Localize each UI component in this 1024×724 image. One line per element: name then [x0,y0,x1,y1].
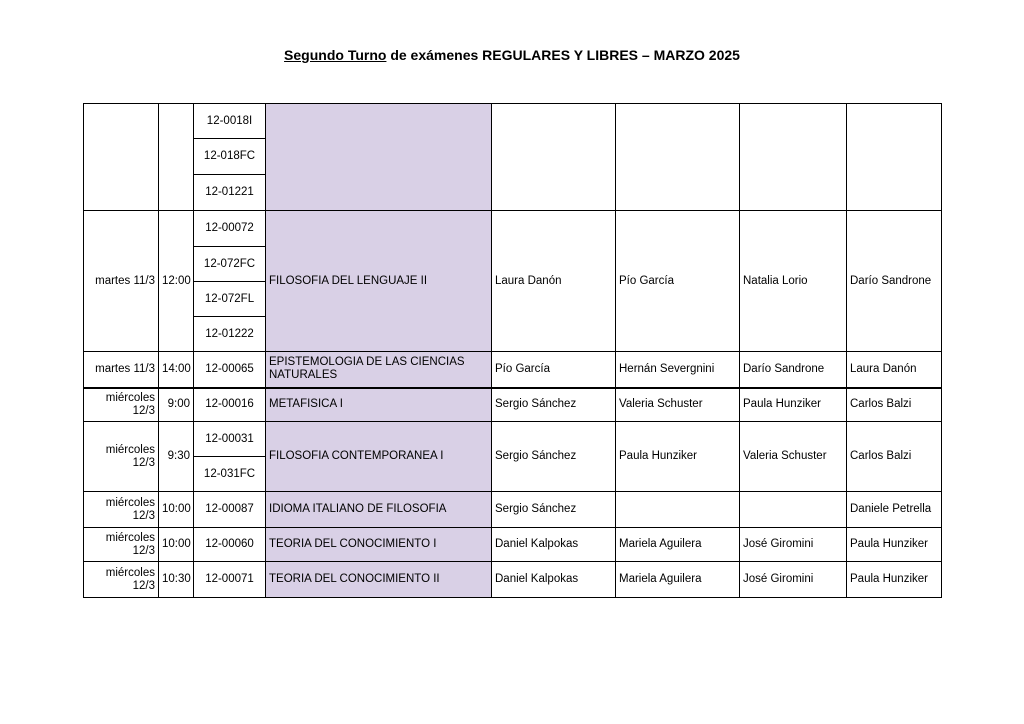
exam-date: martes 11/3 [84,352,159,388]
exam-time: 9:00 [159,388,194,422]
examiner-4: Paula Hunziker [847,562,942,598]
subject-code: 12-072FC [194,247,266,282]
examiner-3 [740,492,847,528]
subject-code: 12-031FC [194,457,266,492]
title-underlined: Segundo Turno [284,47,387,63]
subject-code: 12-00087 [194,492,266,528]
examiner-1: Sergio Sánchez [492,422,616,492]
examiner-3: José Giromini [740,528,847,562]
exam-row [84,528,942,562]
exam-date: miércoles 12/3 [84,562,159,598]
examiner-1: Pío García [492,352,616,388]
examiner-3: José Giromini [740,562,847,598]
examiner-3: Natalia Lorio [740,211,847,352]
subject-code: 12-01222 [194,317,266,352]
subject-code: 12-01221 [194,175,266,211]
subject-name: EPISTEMOLOGIA DE LAS CIENCIAS NATURALES [266,352,492,388]
subject-code: 12-00072 [194,211,266,247]
subject-name: FILOSOFIA CONTEMPORANEA I [266,422,492,492]
exam-date: miércoles 12/3 [84,492,159,528]
exam-date [84,104,159,211]
subject-name [266,104,492,211]
exam-time: 12:00 [159,211,194,352]
examiner-1: Daniel Kalpokas [492,562,616,598]
examiner-1: Sergio Sánchez [492,388,616,422]
exam-time: 14:00 [159,352,194,388]
exam-row [84,104,942,139]
exam-time: 10:00 [159,492,194,528]
exam-time: 10:00 [159,528,194,562]
subject-code: 12-00031 [194,422,266,457]
examiner-2: Mariela Aguilera [616,562,740,598]
exam-schedule-table [83,103,942,598]
examiner-4: Daniele Petrella [847,492,942,528]
examiner-1: Daniel Kalpokas [492,528,616,562]
exam-row [84,492,942,528]
exam-row [84,562,942,598]
exam-table-body [84,104,942,598]
examiner-3: Valeria Schuster [740,422,847,492]
exam-date: miércoles 12/3 [84,388,159,422]
examiner-4: Carlos Balzi [847,388,942,422]
exam-row [84,352,942,388]
examiner-4: Laura Danón [847,352,942,388]
exam-time: 9:30 [159,422,194,492]
title-rest: de exámenes REGULARES Y LIBRES – MARZO 2025 [386,47,740,63]
examiner-2: Mariela Aguilera [616,528,740,562]
examiner-2 [616,492,740,528]
exam-row [84,211,942,247]
subject-name: METAFISICA I [266,388,492,422]
subject-code: 12-018FC [194,139,266,175]
exam-row [84,388,942,422]
subject-name: TEORIA DEL CONOCIMIENTO I [266,528,492,562]
page-title [0,47,1024,63]
examiner-1: Sergio Sánchez [492,492,616,528]
examiner-2: Pío García [616,211,740,352]
subject-code: 12-00060 [194,528,266,562]
examiner-4: Paula Hunziker [847,528,942,562]
examiner-1: Laura Danón [492,211,616,352]
examiner-3 [740,104,847,211]
examiner-2: Paula Hunziker [616,422,740,492]
subject-code: 12-00071 [194,562,266,598]
exam-date: miércoles 12/3 [84,528,159,562]
subject-name: IDIOMA ITALIANO DE FILOSOFIA [266,492,492,528]
examiner-3: Darío Sandrone [740,352,847,388]
examiner-1 [492,104,616,211]
exam-date: martes 11/3 [84,211,159,352]
subject-name: TEORIA DEL CONOCIMIENTO II [266,562,492,598]
exam-time: 10:30 [159,562,194,598]
examiner-4: Darío Sandrone [847,211,942,352]
exam-time [159,104,194,211]
examiner-4 [847,104,942,211]
subject-code: 12-00016 [194,388,266,422]
examiner-2: Hernán Severgnini [616,352,740,388]
subject-code: 12-00065 [194,352,266,388]
subject-code: 12-072FL [194,282,266,317]
exam-date: miércoles 12/3 [84,422,159,492]
examiner-3: Paula Hunziker [740,388,847,422]
examiner-2 [616,104,740,211]
subject-name: FILOSOFIA DEL LENGUAJE II [266,211,492,352]
subject-code: 12-0018I [194,104,266,139]
examiner-4: Carlos Balzi [847,422,942,492]
exam-row [84,422,942,457]
examiner-2: Valeria Schuster [616,388,740,422]
